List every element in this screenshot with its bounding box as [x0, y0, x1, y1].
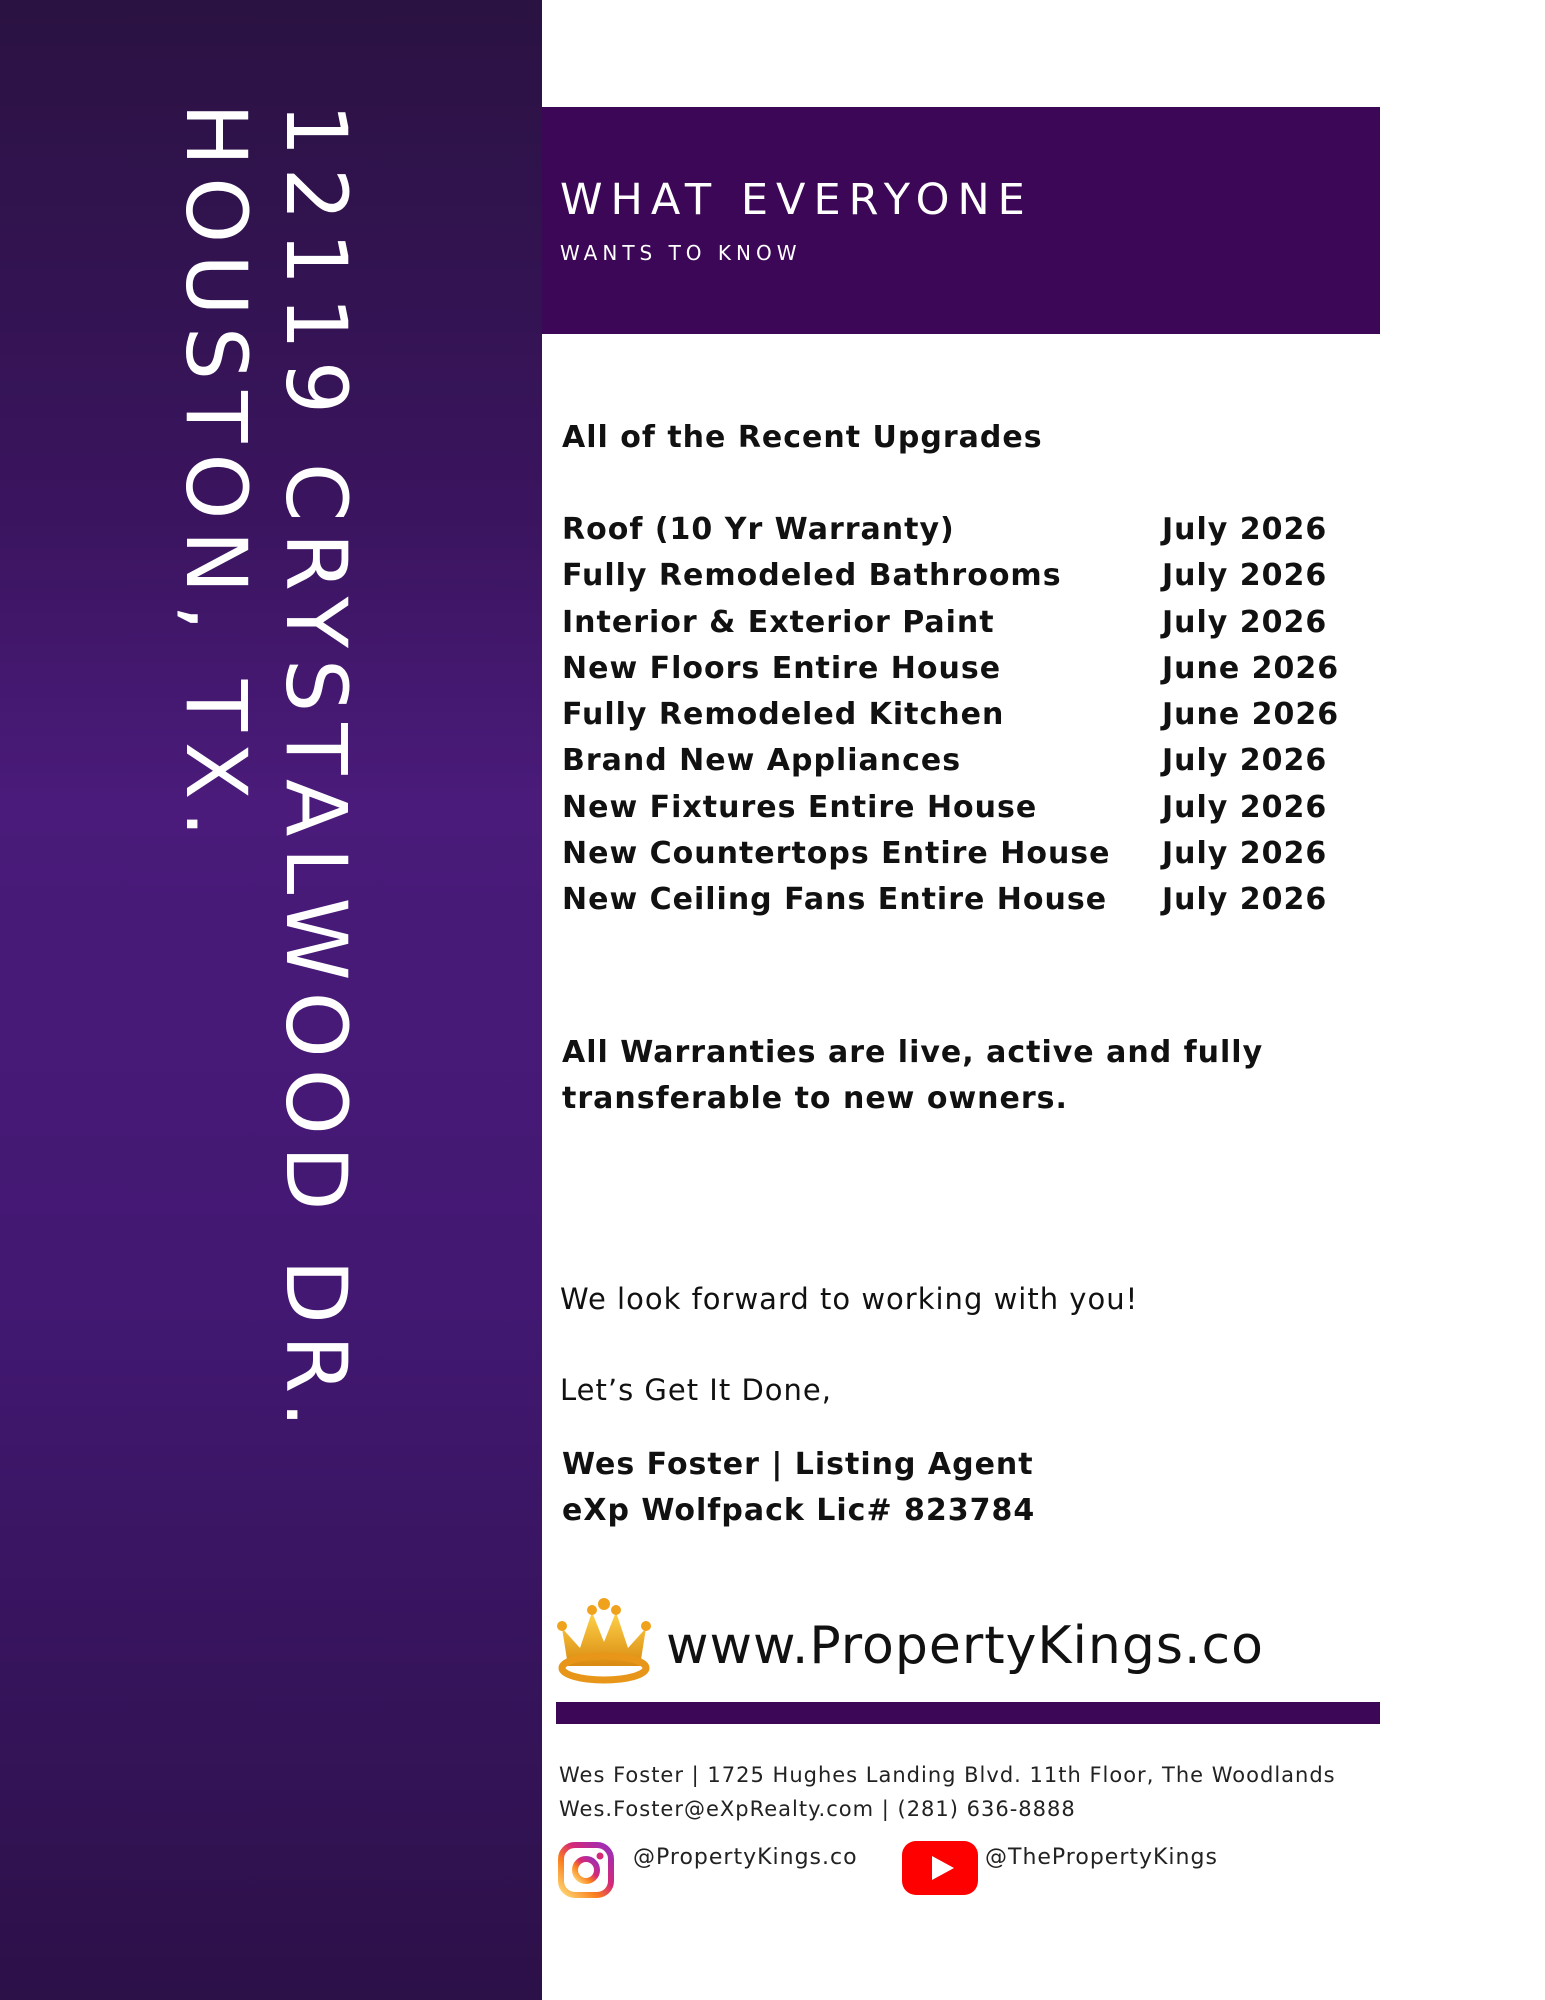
upgrade-row	[562, 603, 1362, 649]
upgrade-date: June 2026	[1162, 697, 1340, 733]
upgrade-row	[562, 556, 1362, 602]
instagram-handle[interactable]: @PropertyKings.co	[633, 1845, 858, 1870]
contact-email-phone: Wes.Foster@eXpRealty.com | (281) 636-8888	[559, 1797, 1076, 1821]
upgrade-name: New Floors Entire House	[562, 650, 1002, 686]
upgrade-row	[562, 788, 1362, 834]
upgrade-name: Brand New Appliances	[562, 743, 962, 779]
address-sidebar	[0, 0, 542, 2000]
header-title: WHAT EVERYONE	[560, 175, 1033, 225]
upgrade-date: June 2026	[1162, 650, 1340, 686]
header-subtitle: WANTS TO KNOW	[560, 241, 802, 265]
upgrade-name: Fully Remodeled Bathrooms	[562, 558, 1062, 594]
signoff: Let’s Get It Done,	[560, 1373, 832, 1407]
contact-address: Wes Foster | 1725 Hughes Landing Blvd. 11th Floor, The Woodlands	[559, 1763, 1336, 1787]
header-banner	[542, 107, 1380, 334]
divider-bar	[556, 1702, 1380, 1724]
upgrade-name: New Fixtures Entire House	[562, 789, 1038, 825]
warranty-note	[562, 1030, 1322, 1122]
upgrade-date: July 2026	[1162, 743, 1328, 779]
upgrade-row	[562, 649, 1362, 695]
upgrade-date: July 2026	[1162, 836, 1328, 872]
upgrade-row	[562, 695, 1362, 741]
upgrade-date: July 2026	[1162, 512, 1328, 547]
upgrade-row	[562, 834, 1362, 880]
upgrade-name: Roof (10 Yr Warranty)	[562, 512, 955, 547]
youtube-handle[interactable]: @ThePropertyKings	[985, 1845, 1218, 1870]
warranty-line-1: All Warranties are live, active and fully	[562, 1035, 1264, 1070]
upgrade-date: July 2026	[1162, 558, 1328, 594]
upgrade-date: July 2026	[1162, 604, 1328, 640]
upgrade-name: New Countertops Entire House	[562, 836, 1111, 872]
upgrades-title: All of the Recent Upgrades	[562, 420, 1043, 455]
upgrades-list	[562, 510, 1362, 927]
upgrade-date: July 2026	[1162, 789, 1328, 825]
warranty-line-2: transferable to new owners.	[562, 1081, 1068, 1116]
agent-name: Wes Foster | Listing Agent	[562, 1447, 1034, 1482]
website-link[interactable]: www.PropertyKings.co	[666, 1616, 1264, 1676]
upgrade-date: July 2026	[1162, 882, 1328, 918]
address-line: 12119 CRYSTALWOOD DR.	[267, 103, 365, 1439]
youtube-icon[interactable]	[902, 1841, 978, 1895]
upgrade-name: Fully Remodeled Kitchen	[562, 697, 1005, 733]
upgrade-name: New Ceiling Fans Entire House	[562, 882, 1108, 918]
upgrade-name: Interior & Exterior Paint	[562, 604, 995, 640]
upgrade-row	[562, 880, 1362, 926]
agent-license: eXp Wolfpack Lic# 823784	[562, 1493, 1036, 1528]
city-line: HOUSTON, TX.	[167, 103, 265, 849]
crown-icon	[556, 1598, 652, 1684]
upgrade-row	[562, 741, 1362, 787]
closing-message: We look forward to working with you!	[560, 1282, 1139, 1316]
upgrade-row	[562, 510, 1362, 556]
contact-info	[559, 1758, 1336, 1826]
agent-signature	[562, 1442, 1035, 1534]
instagram-icon[interactable]	[556, 1840, 616, 1900]
